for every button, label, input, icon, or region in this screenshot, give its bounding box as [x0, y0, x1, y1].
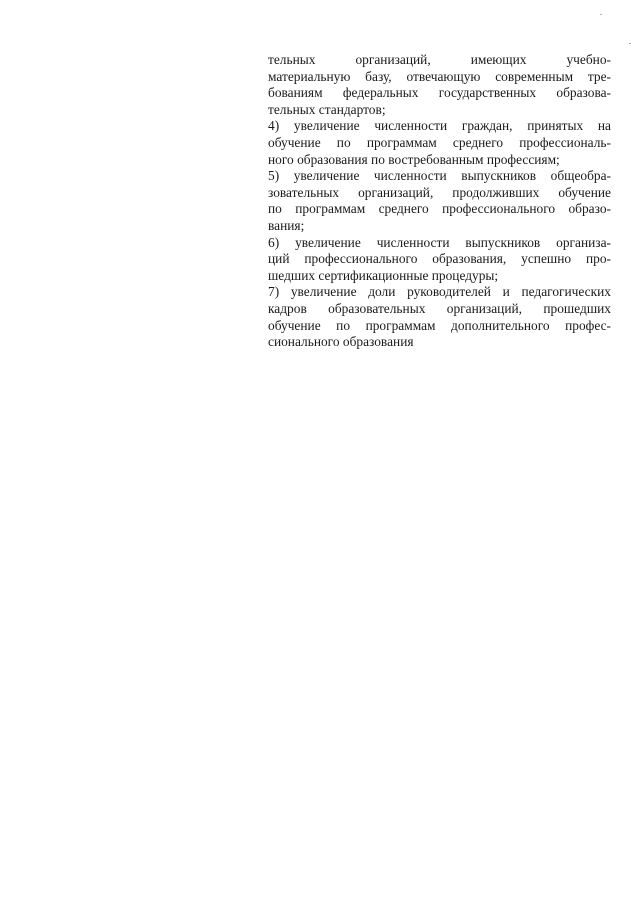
text-line: тельных организаций, имеющих учебно- — [268, 52, 611, 67]
scan-speck — [600, 14, 602, 15]
list-item-7-line: сионального образования — [268, 334, 414, 350]
list-item-5-line: зовательных организаций, продолживших обучение — [268, 184, 611, 200]
list-item-7-line: обучение по программам дополнительного профес- — [268, 317, 611, 333]
list-item-6-line: шедших сертификационные процедуры; — [268, 267, 499, 283]
list-item-7-line: кадров образовательных организаций, прошедших — [268, 300, 611, 316]
list-item-4-line: ного образования по востребованным профессиям; — [268, 151, 560, 167]
text-column — [268, 52, 611, 351]
text-line: бованиям федеральных государственных образова- — [268, 85, 611, 101]
list-item-5-line: по программам среднего профессионального образо- — [268, 201, 611, 217]
text-line: тельных стандартов; — [268, 101, 386, 117]
list-item-5-line: 5) увеличение численности выпускников общеобра- — [268, 168, 611, 184]
list-item-7-line: 7) увеличение доли руководителей и педагогических — [268, 284, 611, 300]
list-item-4-line: 4) увеличение численности граждан, принятых на — [268, 118, 611, 134]
list-item-6-line: ций профессионального образования, успешно про- — [268, 251, 611, 267]
list-item-6-line: 6) увеличение численности выпускников организа- — [268, 234, 611, 250]
list-item-5-line: вания; — [268, 217, 305, 233]
text-line: материальную базу, отвечающую современным тре- — [268, 68, 611, 84]
scan-speck — [629, 43, 631, 44]
list-item-4-line: обучение по программам среднего профессиональ- — [268, 134, 611, 150]
